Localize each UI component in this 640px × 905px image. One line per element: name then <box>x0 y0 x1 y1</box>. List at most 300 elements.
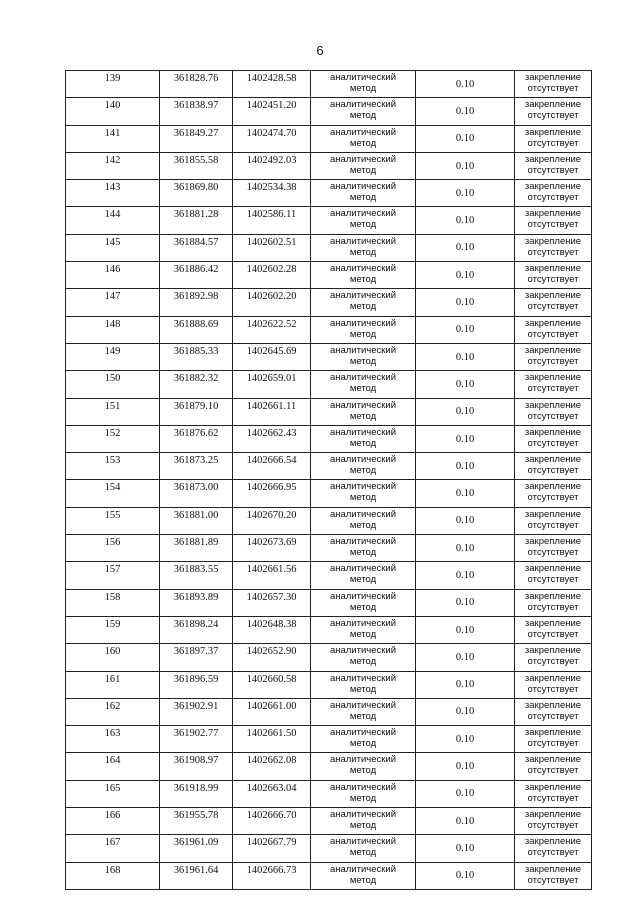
fixation-cell <box>515 152 592 179</box>
fixation-line-2: отсутствует <box>527 847 579 859</box>
method-cell <box>311 862 416 889</box>
y-coordinate-cell: 1402662.43 <box>233 425 311 452</box>
x-coordinate-cell: 361882.32 <box>160 371 233 398</box>
fixation-cell <box>515 562 592 589</box>
table-row <box>66 316 592 343</box>
fixation-line-2: отсутствует <box>527 765 579 777</box>
method-line-1: аналитический <box>329 290 397 302</box>
fixation-line-2: отсутствует <box>527 656 579 668</box>
accuracy-cell: 0.10 <box>416 726 515 753</box>
y-coordinate-cell: 1402657.30 <box>233 589 311 616</box>
table-row <box>66 480 592 507</box>
point-number-cell: 152 <box>66 425 160 452</box>
x-coordinate-cell: 361897.37 <box>160 644 233 671</box>
method-line-1: аналитический <box>329 727 397 739</box>
method-cell <box>311 316 416 343</box>
fixation-line-2: отсутствует <box>527 246 579 258</box>
method-line-1: аналитический <box>329 72 397 83</box>
x-coordinate-cell: 361908.97 <box>160 753 233 780</box>
method-cell <box>311 835 416 862</box>
point-number-cell: 160 <box>66 644 160 671</box>
y-coordinate-cell: 1402661.00 <box>233 698 311 725</box>
y-coordinate-cell: 1402670.20 <box>233 507 311 534</box>
method-line-2: метод <box>349 301 377 313</box>
point-number-cell: 149 <box>66 343 160 370</box>
y-coordinate-cell: 1402586.11 <box>233 207 311 234</box>
accuracy-cell: 0.10 <box>416 616 515 643</box>
method-line-2: метод <box>349 83 377 94</box>
fixation-line-2: отсутствует <box>527 628 579 640</box>
y-coordinate-cell: 1402660.58 <box>233 671 311 698</box>
accuracy-cell: 0.10 <box>416 589 515 616</box>
y-coordinate-cell: 1402663.04 <box>233 780 311 807</box>
fixation-line-1: закрепление <box>524 344 582 356</box>
method-line-1: аналитический <box>329 754 397 766</box>
method-cell <box>311 371 416 398</box>
fixation-line-2: отсутствует <box>527 683 579 695</box>
method-line-2: метод <box>349 765 377 777</box>
method-line-2: метод <box>349 656 377 668</box>
fixation-line-2: отсутствует <box>527 328 579 340</box>
fixation-line-1: закрепление <box>524 672 582 684</box>
table-row <box>66 289 592 316</box>
y-coordinate-cell: 1402666.70 <box>233 808 311 835</box>
point-number-cell: 140 <box>66 98 160 125</box>
fixation-line-1: закрепление <box>524 617 582 629</box>
method-line-1: аналитический <box>329 781 397 793</box>
coordinates-table <box>65 70 592 890</box>
accuracy-cell: 0.10 <box>416 343 515 370</box>
method-line-1: аналитический <box>329 99 397 111</box>
method-line-2: метод <box>349 547 377 559</box>
fixation-line-1: закрепление <box>524 153 582 165</box>
fixation-line-2: отсутствует <box>527 710 579 722</box>
method-cell <box>311 780 416 807</box>
fixation-cell <box>515 234 592 261</box>
fixation-line-2: отсутствует <box>527 137 579 149</box>
fixation-line-1: закрепление <box>524 781 582 793</box>
accuracy-cell: 0.10 <box>416 698 515 725</box>
point-number-cell: 167 <box>66 835 160 862</box>
method-line-1: аналитический <box>329 153 397 165</box>
fixation-line-2: отсутствует <box>527 601 579 613</box>
x-coordinate-cell: 361869.80 <box>160 180 233 207</box>
method-line-2: метод <box>349 383 377 395</box>
table-row <box>66 671 592 698</box>
method-line-2: метод <box>349 437 377 449</box>
accuracy-cell: 0.10 <box>416 125 515 152</box>
method-cell <box>311 207 416 234</box>
point-number-cell: 146 <box>66 262 160 289</box>
fixation-line-1: закрепление <box>524 809 582 821</box>
method-cell <box>311 753 416 780</box>
table-row <box>66 398 592 425</box>
accuracy-cell: 0.10 <box>416 644 515 671</box>
method-line-2: метод <box>349 738 377 750</box>
x-coordinate-cell: 361898.24 <box>160 616 233 643</box>
method-cell <box>311 262 416 289</box>
method-line-1: аналитический <box>329 699 397 711</box>
table-row <box>66 507 592 534</box>
fixation-cell <box>515 835 592 862</box>
fixation-line-1: закрепление <box>524 863 582 875</box>
fixation-cell <box>515 398 592 425</box>
accuracy-cell: 0.10 <box>416 808 515 835</box>
table-row <box>66 453 592 480</box>
table-row <box>66 698 592 725</box>
fixation-line-1: закрепление <box>524 399 582 411</box>
fixation-cell <box>515 862 592 889</box>
point-number-cell: 156 <box>66 535 160 562</box>
x-coordinate-cell: 361873.00 <box>160 480 233 507</box>
table-row <box>66 180 592 207</box>
method-cell <box>311 71 416 98</box>
fixation-cell <box>515 453 592 480</box>
method-line-1: аналитический <box>329 317 397 329</box>
accuracy-cell: 0.10 <box>416 71 515 98</box>
fixation-line-2: отсутствует <box>527 874 579 886</box>
accuracy-cell: 0.10 <box>416 862 515 889</box>
fixation-cell <box>515 726 592 753</box>
fixation-cell <box>515 180 592 207</box>
accuracy-cell: 0.10 <box>416 562 515 589</box>
x-coordinate-cell: 361881.89 <box>160 535 233 562</box>
table-row <box>66 98 592 125</box>
method-line-1: аналитический <box>329 126 397 138</box>
fixation-line-1: закрепление <box>524 836 582 848</box>
method-line-1: аналитический <box>329 454 397 466</box>
point-number-cell: 155 <box>66 507 160 534</box>
method-cell <box>311 343 416 370</box>
method-line-2: метод <box>349 355 377 367</box>
fixation-line-1: закрепление <box>524 372 582 384</box>
fixation-line-2: отсутствует <box>527 301 579 313</box>
x-coordinate-cell: 361855.58 <box>160 152 233 179</box>
fixation-cell <box>515 616 592 643</box>
accuracy-cell: 0.10 <box>416 316 515 343</box>
accuracy-cell: 0.10 <box>416 780 515 807</box>
method-cell <box>311 152 416 179</box>
fixation-line-1: закрепление <box>524 290 582 302</box>
fixation-cell <box>515 698 592 725</box>
fixation-line-1: закрепление <box>524 208 582 220</box>
method-cell <box>311 562 416 589</box>
y-coordinate-cell: 1402602.51 <box>233 234 311 261</box>
method-cell <box>311 180 416 207</box>
method-line-2: метод <box>349 410 377 422</box>
accuracy-cell: 0.10 <box>416 671 515 698</box>
y-coordinate-cell: 1402428.58 <box>233 71 311 98</box>
method-line-2: метод <box>349 847 377 859</box>
fixation-line-2: отсутствует <box>527 274 579 286</box>
method-line-1: аналитический <box>329 263 397 275</box>
method-line-2: метод <box>349 246 377 258</box>
point-number-cell: 147 <box>66 289 160 316</box>
point-number-cell: 153 <box>66 453 160 480</box>
method-cell <box>311 589 416 616</box>
method-line-2: метод <box>349 601 377 613</box>
point-number-cell: 157 <box>66 562 160 589</box>
table-row <box>66 616 592 643</box>
point-number-cell: 142 <box>66 152 160 179</box>
table-row <box>66 780 592 807</box>
fixation-line-1: закрепление <box>524 563 582 575</box>
y-coordinate-cell: 1402534.38 <box>233 180 311 207</box>
method-line-1: аналитический <box>329 590 397 602</box>
point-number-cell: 145 <box>66 234 160 261</box>
fixation-line-1: закрепление <box>524 263 582 275</box>
point-number-cell: 168 <box>66 862 160 889</box>
fixation-line-2: отсутствует <box>527 574 579 586</box>
fixation-cell <box>515 98 592 125</box>
method-line-2: метод <box>349 164 377 176</box>
y-coordinate-cell: 1402645.69 <box>233 343 311 370</box>
point-number-cell: 163 <box>66 726 160 753</box>
fixation-line-1: закрепление <box>524 754 582 766</box>
fixation-line-1: закрепление <box>524 317 582 329</box>
table-row <box>66 562 592 589</box>
y-coordinate-cell: 1402602.20 <box>233 289 311 316</box>
fixation-cell <box>515 753 592 780</box>
y-coordinate-cell: 1402602.28 <box>233 262 311 289</box>
table-row <box>66 125 592 152</box>
y-coordinate-cell: 1402673.69 <box>233 535 311 562</box>
fixation-line-1: закрепление <box>524 235 582 247</box>
y-coordinate-cell: 1402451.20 <box>233 98 311 125</box>
y-coordinate-cell: 1402661.50 <box>233 726 311 753</box>
fixation-line-2: отсутствует <box>527 110 579 122</box>
accuracy-cell: 0.10 <box>416 180 515 207</box>
fixation-line-1: закрепление <box>524 536 582 548</box>
method-cell <box>311 671 416 698</box>
method-line-1: аналитический <box>329 344 397 356</box>
fixation-cell <box>515 262 592 289</box>
y-coordinate-cell: 1402666.54 <box>233 453 311 480</box>
method-line-1: аналитический <box>329 426 397 438</box>
point-number-cell: 148 <box>66 316 160 343</box>
accuracy-cell: 0.10 <box>416 207 515 234</box>
point-number-cell: 154 <box>66 480 160 507</box>
table-row <box>66 862 592 889</box>
point-number-cell: 166 <box>66 808 160 835</box>
point-number-cell: 162 <box>66 698 160 725</box>
accuracy-cell: 0.10 <box>416 398 515 425</box>
fixation-cell <box>515 343 592 370</box>
x-coordinate-cell: 361879.10 <box>160 398 233 425</box>
fixation-line-2: отсутствует <box>527 738 579 750</box>
method-line-1: аналитический <box>329 645 397 657</box>
method-line-1: аналитический <box>329 863 397 875</box>
fixation-line-1: закрепление <box>524 72 582 83</box>
coordinates-table-body <box>66 71 592 890</box>
fixation-line-1: закрепление <box>524 645 582 657</box>
table-row <box>66 371 592 398</box>
x-coordinate-cell: 361955.78 <box>160 808 233 835</box>
point-number-cell: 143 <box>66 180 160 207</box>
fixation-cell <box>515 125 592 152</box>
method-cell <box>311 726 416 753</box>
x-coordinate-cell: 361883.55 <box>160 562 233 589</box>
method-line-1: аналитический <box>329 836 397 848</box>
accuracy-cell: 0.10 <box>416 262 515 289</box>
method-line-2: метод <box>349 110 377 122</box>
x-coordinate-cell: 361881.28 <box>160 207 233 234</box>
method-line-1: аналитический <box>329 672 397 684</box>
fixation-cell <box>515 671 592 698</box>
table-row <box>66 753 592 780</box>
method-cell <box>311 289 416 316</box>
x-coordinate-cell: 361828.76 <box>160 71 233 98</box>
fixation-line-1: закрепление <box>524 481 582 493</box>
fixation-cell <box>515 535 592 562</box>
method-line-1: аналитический <box>329 508 397 520</box>
method-line-2: метод <box>349 683 377 695</box>
accuracy-cell: 0.10 <box>416 453 515 480</box>
fixation-cell <box>515 780 592 807</box>
y-coordinate-cell: 1402652.90 <box>233 644 311 671</box>
fixation-cell <box>515 589 592 616</box>
method-line-1: аналитический <box>329 563 397 575</box>
accuracy-cell: 0.10 <box>416 507 515 534</box>
fixation-line-1: закрепление <box>524 126 582 138</box>
method-cell <box>311 453 416 480</box>
x-coordinate-cell: 361876.62 <box>160 425 233 452</box>
method-cell <box>311 425 416 452</box>
x-coordinate-cell: 361918.99 <box>160 780 233 807</box>
method-cell <box>311 125 416 152</box>
accuracy-cell: 0.10 <box>416 835 515 862</box>
x-coordinate-cell: 361885.33 <box>160 343 233 370</box>
fixation-line-2: отсутствует <box>527 492 579 504</box>
point-number-cell: 161 <box>66 671 160 698</box>
method-line-1: аналитический <box>329 208 397 220</box>
y-coordinate-cell: 1402661.56 <box>233 562 311 589</box>
method-line-2: метод <box>349 628 377 640</box>
method-line-2: метод <box>349 519 377 531</box>
fixation-cell <box>515 371 592 398</box>
method-line-2: метод <box>349 710 377 722</box>
fixation-line-2: отсутствует <box>527 547 579 559</box>
fixation-line-2: отсутствует <box>527 219 579 231</box>
table-row <box>66 262 592 289</box>
page-number: 6 <box>316 43 324 58</box>
x-coordinate-cell: 361896.59 <box>160 671 233 698</box>
accuracy-cell: 0.10 <box>416 371 515 398</box>
method-line-2: метод <box>349 574 377 586</box>
fixation-line-1: закрепление <box>524 727 582 739</box>
y-coordinate-cell: 1402492.03 <box>233 152 311 179</box>
point-number-cell: 139 <box>66 71 160 98</box>
fixation-line-1: закрепление <box>524 454 582 466</box>
method-line-1: аналитический <box>329 617 397 629</box>
y-coordinate-cell: 1402622.52 <box>233 316 311 343</box>
x-coordinate-cell: 361892.98 <box>160 289 233 316</box>
y-coordinate-cell: 1402666.73 <box>233 862 311 889</box>
accuracy-cell: 0.10 <box>416 98 515 125</box>
method-line-2: метод <box>349 820 377 832</box>
fixation-line-1: закрепление <box>524 99 582 111</box>
table-row <box>66 726 592 753</box>
y-coordinate-cell: 1402666.95 <box>233 480 311 507</box>
method-cell <box>311 234 416 261</box>
x-coordinate-cell: 361893.89 <box>160 589 233 616</box>
point-number-cell: 141 <box>66 125 160 152</box>
method-cell <box>311 507 416 534</box>
method-cell <box>311 480 416 507</box>
method-line-1: аналитический <box>329 372 397 384</box>
y-coordinate-cell: 1402661.11 <box>233 398 311 425</box>
fixation-line-1: закрепление <box>524 590 582 602</box>
method-cell <box>311 98 416 125</box>
x-coordinate-cell: 361902.77 <box>160 726 233 753</box>
point-number-cell: 150 <box>66 371 160 398</box>
y-coordinate-cell: 1402667.79 <box>233 835 311 862</box>
method-line-1: аналитический <box>329 399 397 411</box>
accuracy-cell: 0.10 <box>416 289 515 316</box>
table-row <box>66 425 592 452</box>
fixation-line-1: закрепление <box>524 181 582 193</box>
table-row <box>66 808 592 835</box>
y-coordinate-cell: 1402662.08 <box>233 753 311 780</box>
fixation-line-2: отсутствует <box>527 164 579 176</box>
x-coordinate-cell: 361961.64 <box>160 862 233 889</box>
table-row <box>66 207 592 234</box>
method-line-1: аналитический <box>329 181 397 193</box>
method-line-2: метод <box>349 328 377 340</box>
method-line-2: метод <box>349 492 377 504</box>
accuracy-cell: 0.10 <box>416 425 515 452</box>
fixation-cell <box>515 507 592 534</box>
x-coordinate-cell: 361849.27 <box>160 125 233 152</box>
method-cell <box>311 398 416 425</box>
method-line-2: метод <box>349 192 377 204</box>
table-row <box>66 644 592 671</box>
method-line-2: метод <box>349 874 377 886</box>
y-coordinate-cell: 1402474.70 <box>233 125 311 152</box>
accuracy-cell: 0.10 <box>416 152 515 179</box>
x-coordinate-cell: 361838.97 <box>160 98 233 125</box>
fixation-cell <box>515 644 592 671</box>
fixation-line-1: закрепление <box>524 699 582 711</box>
fixation-cell <box>515 808 592 835</box>
fixation-line-2: отсутствует <box>527 519 579 531</box>
fixation-line-1: закрепление <box>524 508 582 520</box>
method-line-1: аналитический <box>329 536 397 548</box>
method-cell <box>311 698 416 725</box>
x-coordinate-cell: 361873.25 <box>160 453 233 480</box>
fixation-line-2: отсутствует <box>527 465 579 477</box>
fixation-line-2: отсутствует <box>527 410 579 422</box>
x-coordinate-cell: 361961.09 <box>160 835 233 862</box>
accuracy-cell: 0.10 <box>416 535 515 562</box>
x-coordinate-cell: 361886.42 <box>160 262 233 289</box>
point-number-cell: 159 <box>66 616 160 643</box>
fixation-line-1: закрепление <box>524 426 582 438</box>
method-cell <box>311 644 416 671</box>
fixation-line-2: отсутствует <box>527 792 579 804</box>
point-number-cell: 144 <box>66 207 160 234</box>
accuracy-cell: 0.10 <box>416 753 515 780</box>
table-row <box>66 234 592 261</box>
method-line-1: аналитический <box>329 481 397 493</box>
method-cell <box>311 616 416 643</box>
method-line-2: метод <box>349 465 377 477</box>
table-row <box>66 71 592 98</box>
table-row <box>66 152 592 179</box>
fixation-cell <box>515 425 592 452</box>
method-line-2: метод <box>349 274 377 286</box>
fixation-line-2: отсутствует <box>527 192 579 204</box>
